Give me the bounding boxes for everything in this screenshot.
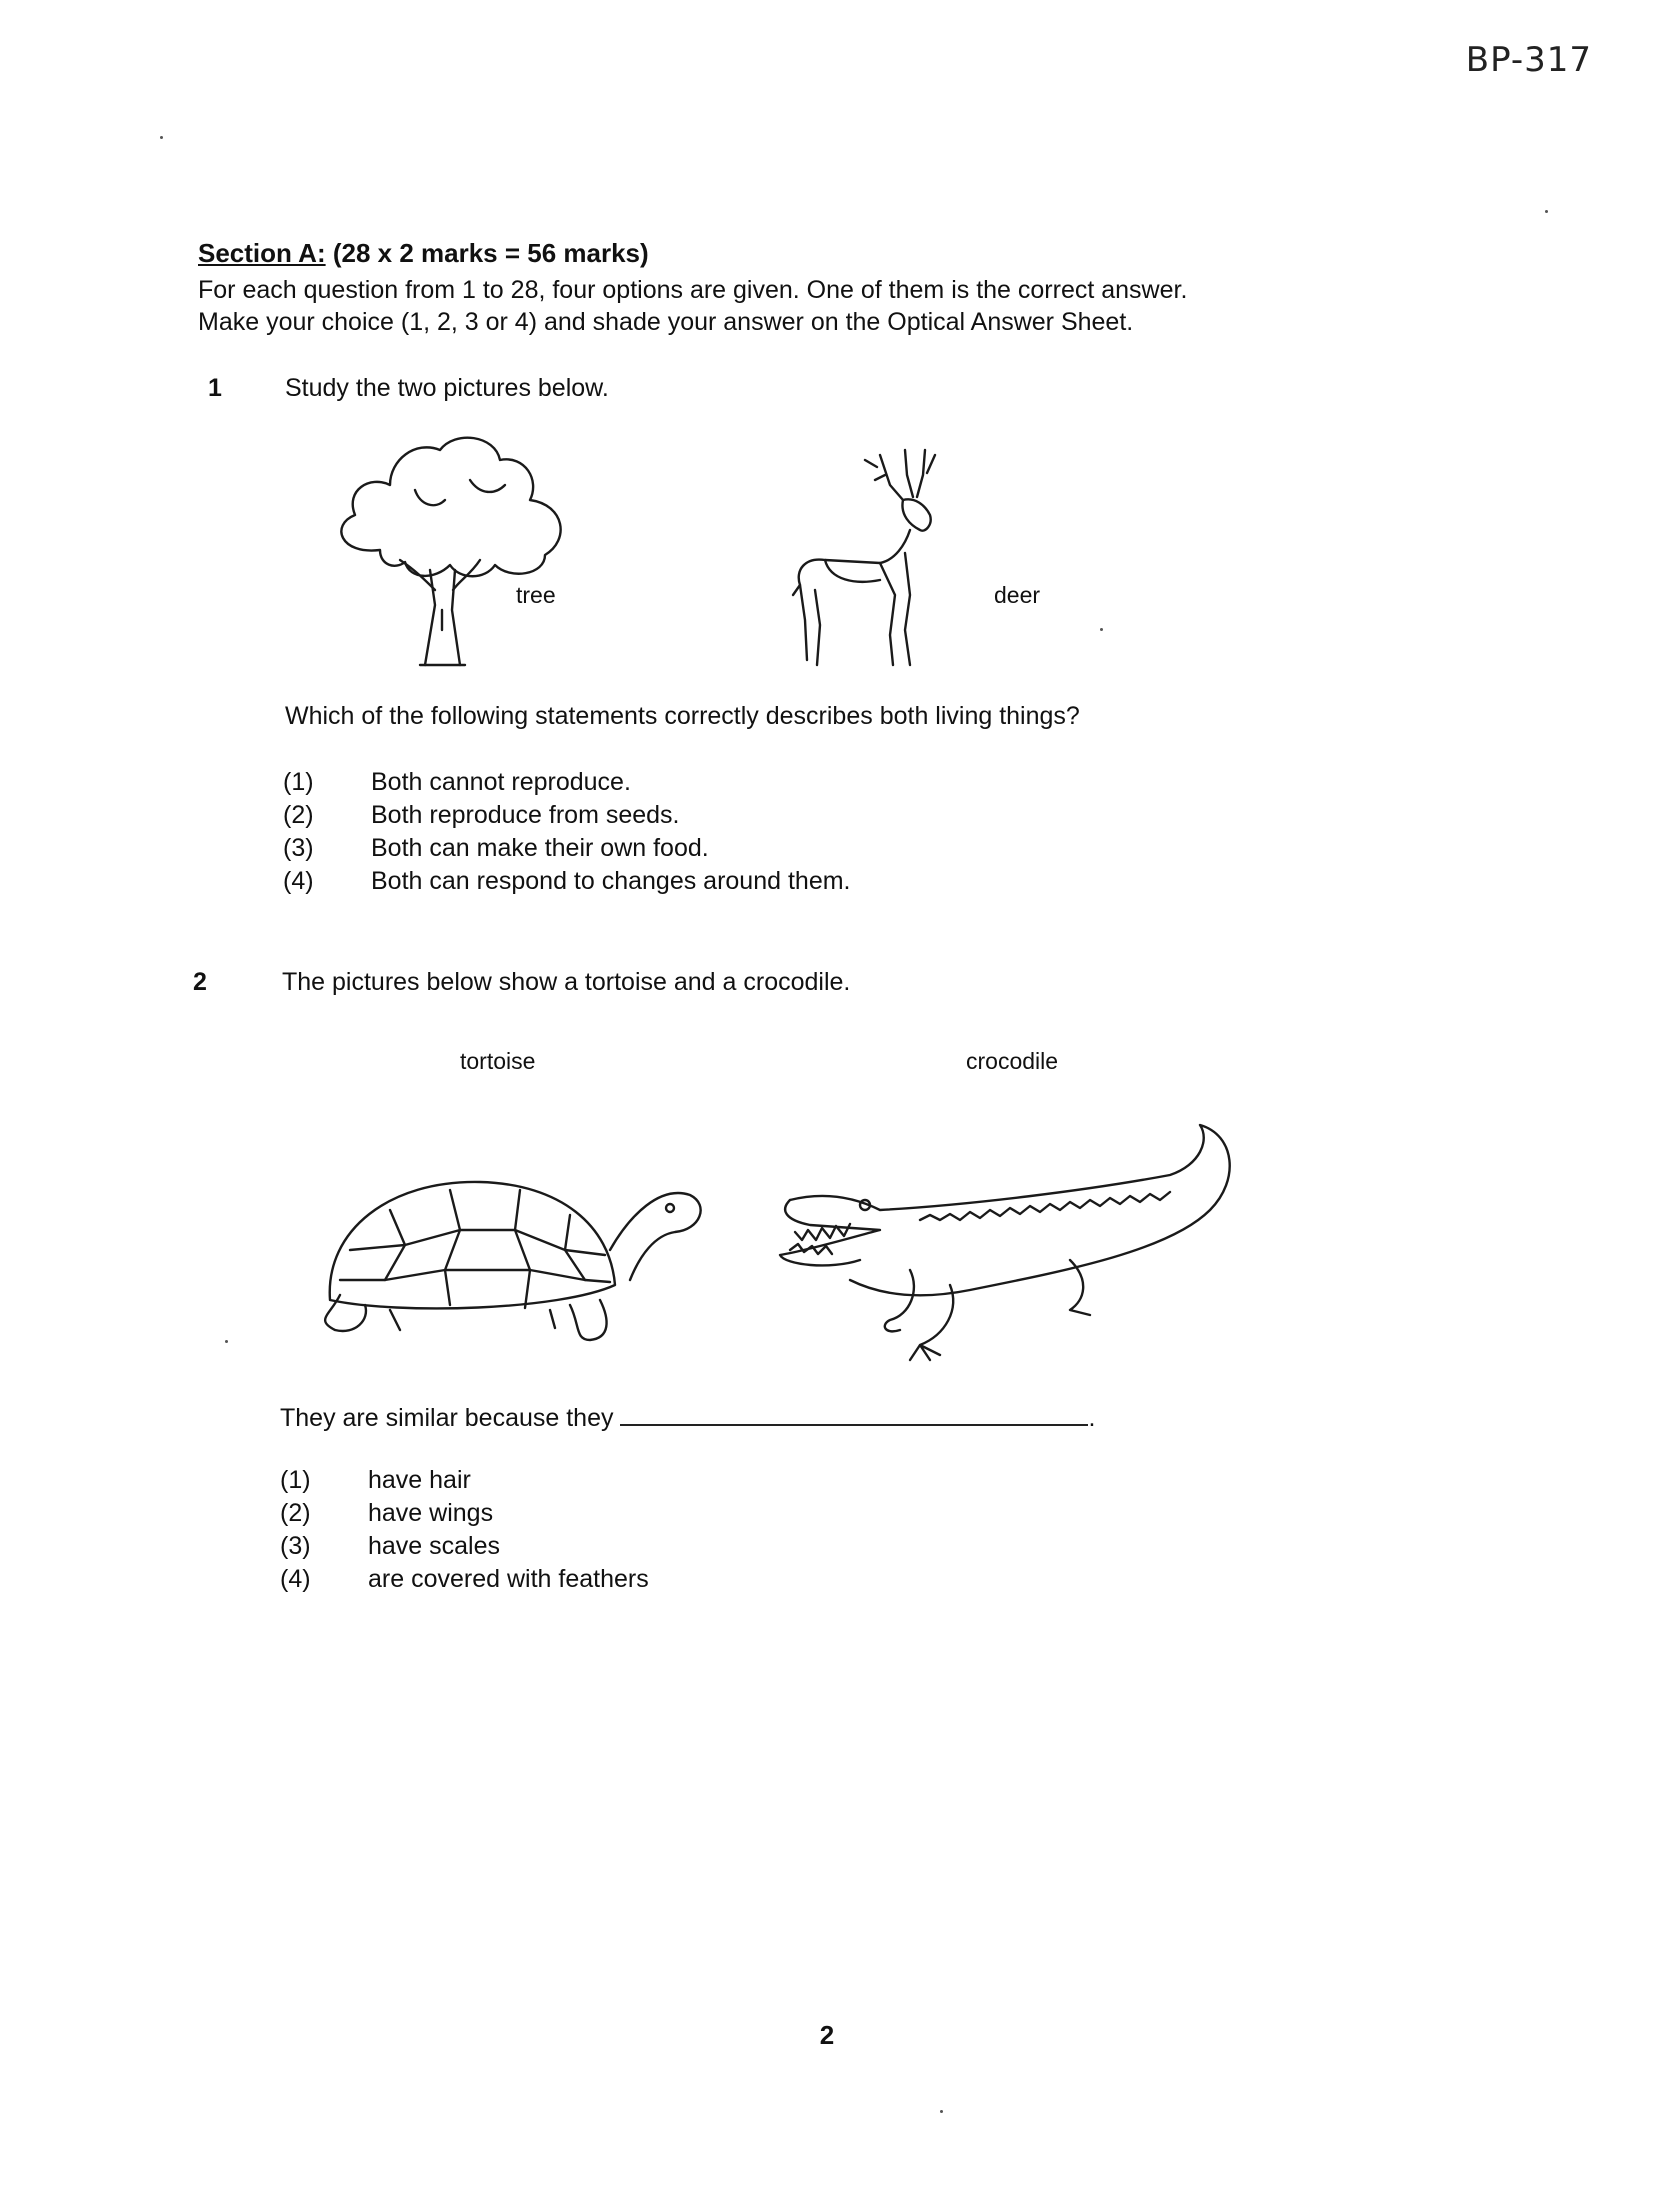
q1-option-3[interactable] xyxy=(283,834,709,863)
tree-label: tree xyxy=(516,582,556,608)
page-number: 2 xyxy=(819,2020,835,2050)
option-number: (2) xyxy=(283,801,314,829)
option-text: have wings xyxy=(368,1499,494,1527)
question-2-stem xyxy=(280,1404,1095,1433)
tortoise-illustration xyxy=(310,1170,710,1350)
deer-illustration xyxy=(785,445,1015,675)
option-number: (4) xyxy=(280,1565,311,1593)
q2-option-4[interactable] xyxy=(280,1565,649,1594)
q2-option-2[interactable] xyxy=(280,1499,493,1528)
section-title: Section A: xyxy=(198,238,326,268)
answer-blank xyxy=(620,1406,1088,1426)
deer-label: deer xyxy=(994,582,1041,608)
instruction-line-2: Make your choice (1, 2, 3 or 4) and shade your answer on the Optical Answer Sheet. xyxy=(198,308,1134,336)
option-number: (1) xyxy=(283,768,314,796)
option-number: (1) xyxy=(280,1466,311,1494)
option-text: have scales xyxy=(368,1532,501,1560)
option-text: Both reproduce from seeds. xyxy=(371,801,680,829)
q2-option-3[interactable] xyxy=(280,1532,500,1561)
option-number: (3) xyxy=(283,834,314,862)
option-text: Both can respond to changes around them. xyxy=(371,867,851,895)
question-2-stem-text: They are similar because they xyxy=(280,1404,614,1432)
option-text: have hair xyxy=(368,1466,471,1494)
q2-option-1[interactable] xyxy=(280,1466,471,1495)
option-text: Both cannot reproduce. xyxy=(371,768,631,796)
scan-speck xyxy=(160,136,163,139)
scan-speck xyxy=(940,2110,943,2113)
question-1-text: Which of the following statements correctly describes both living things? xyxy=(285,702,1080,730)
tortoise-label: tortoise xyxy=(460,1048,536,1074)
scan-speck xyxy=(1100,628,1103,631)
scan-speck xyxy=(225,1340,228,1343)
tree-illustration xyxy=(320,430,580,670)
option-number: (3) xyxy=(280,1532,311,1560)
q1-option-4[interactable] xyxy=(283,867,851,896)
instruction-line-1: For each question from 1 to 28, four options are given. One of them is the correct answer. xyxy=(198,276,1188,304)
option-number: (2) xyxy=(280,1499,311,1527)
option-number: (4) xyxy=(283,867,314,895)
section-heading xyxy=(198,238,649,269)
question-2-stem-end: . xyxy=(1088,1404,1096,1432)
document-code: BP-317 xyxy=(1465,40,1592,80)
option-text: Both can make their own food. xyxy=(371,834,709,862)
q1-option-2[interactable] xyxy=(283,801,680,830)
section-marks: (28 x 2 marks = 56 marks) xyxy=(332,238,649,268)
crocodile-label: crocodile xyxy=(966,1048,1059,1074)
question-2-number: 2 xyxy=(193,968,207,996)
option-text: are covered with feathers xyxy=(368,1565,649,1593)
question-1-number: 1 xyxy=(208,374,222,402)
question-2-intro: The pictures below show a tortoise and a crocodile. xyxy=(282,968,851,996)
q1-option-1[interactable] xyxy=(283,768,631,797)
scan-speck xyxy=(1545,210,1548,213)
question-1-intro: Study the two pictures below. xyxy=(285,374,609,402)
crocodile-illustration xyxy=(770,1120,1270,1380)
